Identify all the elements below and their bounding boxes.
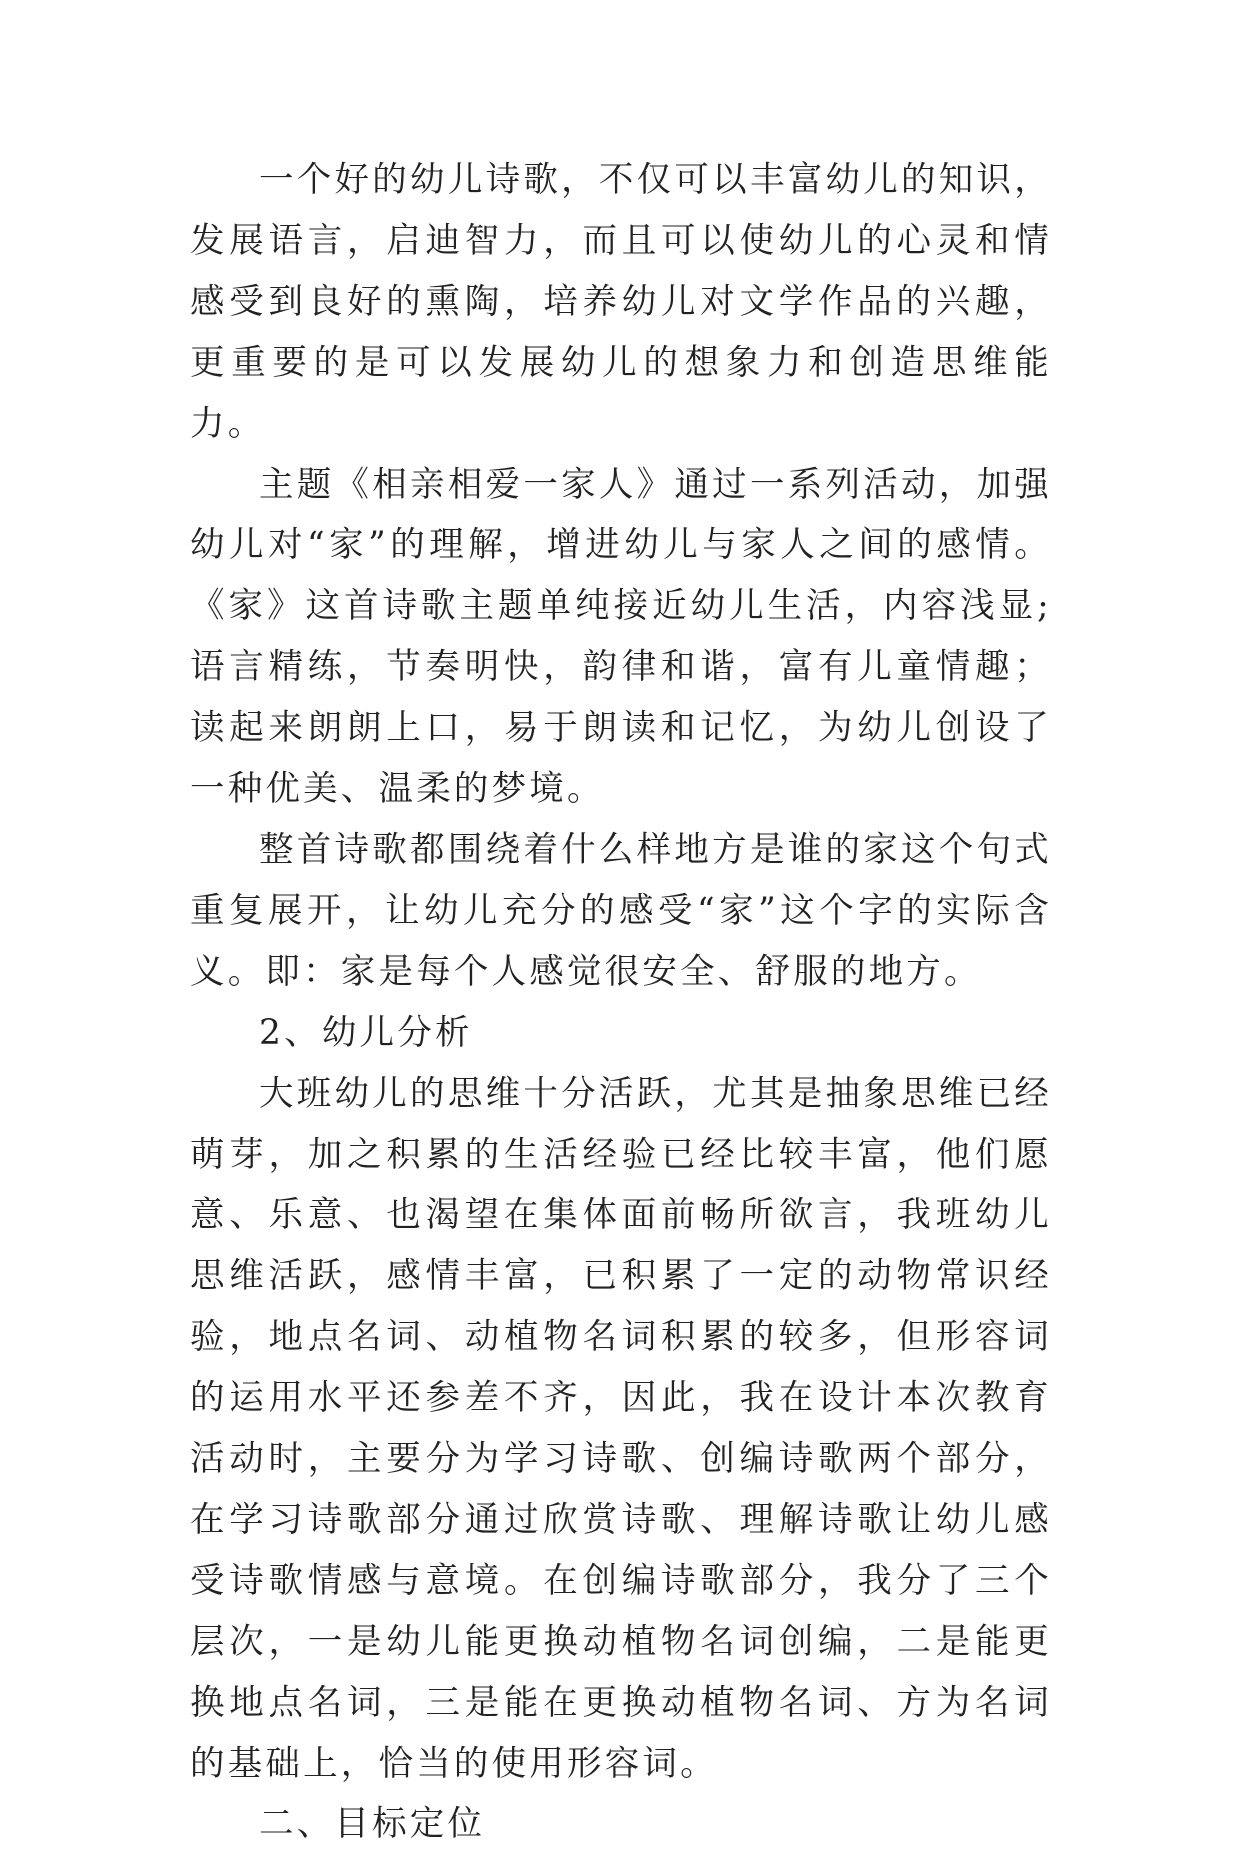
paragraph-poem-value: 一个好的幼儿诗歌，不仅可以丰富幼儿的知识，发展语言，启迪智力，而且可以使幼儿的心灵和情感受到良好的熏陶，培养幼儿对文学作品的兴趣，更重要的是可以发展幼儿的想象力和创造思维能力。: [190, 160, 1052, 444]
paragraph-child-analysis: 大班幼儿的思维十分活跃，尤其是抽象思维已经萌芽，加之积累的生活经验已经比较丰富，他们愿意、乐意、也渴望在集体面前畅所欲言，我班幼儿思维活跃，感情丰富，已积累了一定的动物常识经验，地点名词、动植物名词积累的较多，但形容词的运用水平还参差不齐，因此，我在设计本次教育活动时，主要分为学习诗歌、创编诗歌两个部分，在学习诗歌部分通过欣赏诗歌、理解诗歌让幼儿感受诗歌情感与意境。在创编诗歌部分，我分了三个层次，一是幼儿能更换动植物名词创编，二是能更换地点名词，三是能在更换动植物名词、方为名词的基础上，恰当的使用形容词。: [190, 1073, 1052, 1784]
paragraph-poem-structure: 整首诗歌都围绕着什么样地方是谁的家这个句式重复展开，让幼儿充分的感受“家”这个字的实际含义。即：家是每个人感觉很安全、舒服的地方。: [190, 829, 1052, 992]
document-page: [190, 150, 1052, 1855]
section-heading-child-analysis: 2、幼儿分析: [259, 1012, 473, 1053]
paragraph-theme: 主题《相亲相爱一家人》通过一系列活动，加强幼儿对“家”的理解，增进幼儿与家人之间的感情。《家》这首诗歌主题单纯接近幼儿生活，内容浅显;语言精练，节奏明快，韵律和谐，富有儿童情趣；读起来朗朗上口，易于朗读和记忆，为幼儿创设了一种优美、温柔的梦境。: [190, 464, 1052, 810]
section-heading-goals: 二、目标定位: [259, 1804, 486, 1845]
